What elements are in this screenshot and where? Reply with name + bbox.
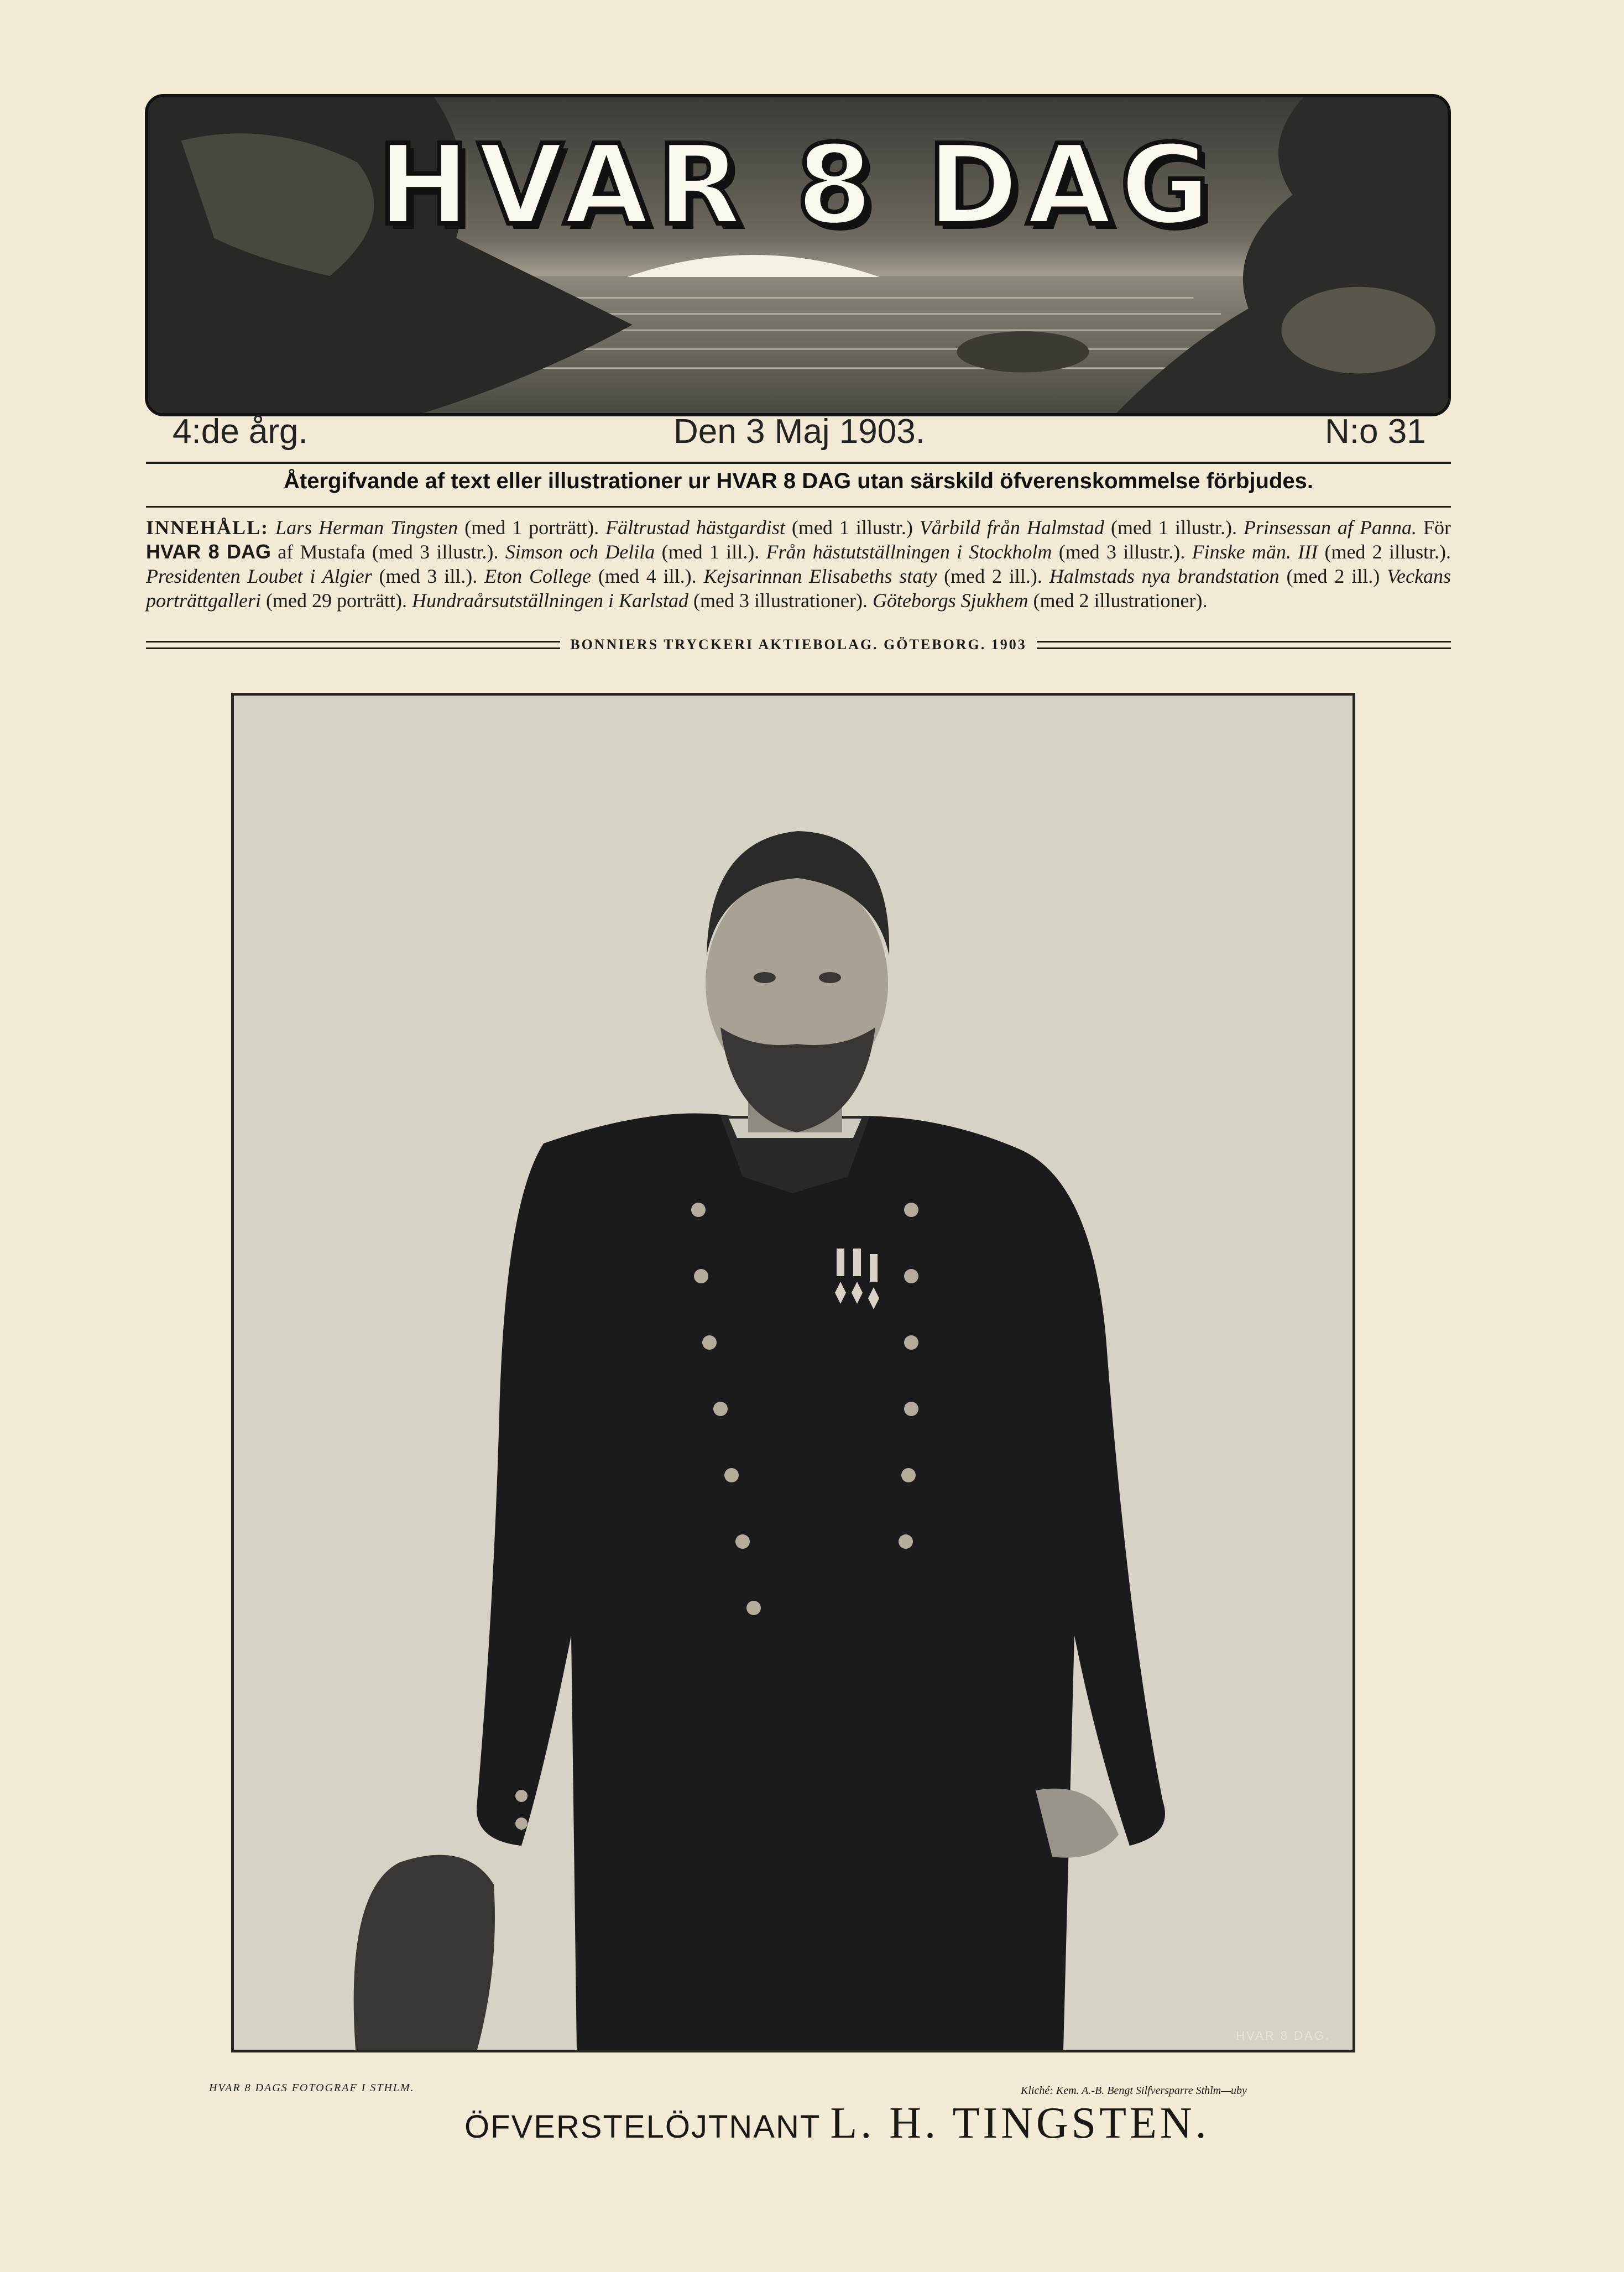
contents-item-title: Fältrustad hästgardist [605, 516, 785, 539]
portrait-photograph [231, 693, 1355, 2052]
contents-item-note: (med 2 illustrationer). [1033, 589, 1208, 612]
copyright-notice: Återgifvande af text eller illustrationer ur HVAR 8 DAG utan särskild öfverenskommelse förbjudes. [284, 469, 1313, 493]
double-rule [146, 641, 560, 649]
contents-item-title: Lars Herman Tingsten [275, 516, 458, 539]
contents-item-note: (med 29 porträtt). [266, 589, 407, 612]
caption-rank: ÖFVERSTELÖJTNANT [464, 2109, 821, 2145]
contents-list [146, 515, 1451, 613]
double-rule [1037, 641, 1451, 649]
contents-item-note: (med 1 ill.). [661, 541, 760, 563]
contents-item-note: (med 2 ill.) [1286, 565, 1380, 587]
contents-item-note: (med 1 illustr.) [791, 516, 913, 539]
contents-item-title: Prinsessan af Panna. [1243, 516, 1417, 539]
issue-number: N:o 31 [1325, 412, 1426, 451]
contents-heading: INNEHÅLL: [146, 516, 269, 539]
contents-item-note: (med 3 ill.). [379, 565, 478, 587]
contents-item-title: Från hästutställningen i Stockholm [766, 541, 1052, 563]
contents-item-title: Eton College [484, 565, 591, 587]
contents-item-title: Finske män. III [1192, 541, 1318, 563]
contents-item-title: Hundraårsutställningen i Karlstad [411, 589, 689, 612]
photo-watermark: HVAR 8 DAG. [1236, 2029, 1330, 2043]
contents-item-note: (med 3 illustr.). [1058, 541, 1186, 563]
contents-item-note: (med 3 illustrationer). [693, 589, 868, 612]
portrait-caption [464, 2098, 1210, 2149]
issue-rule [146, 462, 1451, 464]
contents-item-note: För [1423, 516, 1451, 539]
contents-item-note: af Mustafa (med 3 illustr.). [278, 541, 499, 563]
portrait-figure [234, 696, 1353, 2050]
photographer-credit: HVAR 8 DAGS FOTOGRAF I STHLM. [209, 2082, 415, 2094]
contents-item-note: (med 4 ill.). [598, 565, 697, 587]
caption-name: L. H. TINGSTEN. [830, 2099, 1210, 2148]
printer-line [146, 634, 1451, 656]
issue-year: 4:de årg. [173, 412, 308, 451]
contents-item-title: Vårbild från Halmstad [919, 516, 1104, 539]
contents-item-title: Göteborgs Sjukhem [872, 589, 1028, 612]
printer-imprint: BONNIERS TRYCKERI AKTIEBOLAG. GÖTEBORG. 1903 [570, 636, 1027, 652]
contents-item-title: Presidenten Loubet i Algier [146, 565, 372, 587]
contents-item-title: HVAR 8 DAG [146, 540, 271, 563]
engraver-credit: Kliché: Kem. A.-B. Bengt Silfversparre Sthlm—uby [1021, 2085, 1247, 2097]
masthead-title: HVAR 8 DAG [377, 121, 1219, 250]
contents-item-title: Halmstads nya brandstation [1049, 565, 1280, 587]
contents-item-note: (med 1 porträtt). [464, 516, 599, 539]
contents-item-note: (med 1 illustr.). [1110, 516, 1237, 539]
contents-item-title: Simson och Delila [505, 541, 655, 563]
masthead-banner [145, 94, 1451, 416]
contents-item-title: Veckans porträttgalleri [146, 565, 1451, 612]
contents-item-note: (med 2 ill.). [944, 565, 1042, 587]
contents-item-note: (med 2 illustr.). [1324, 541, 1451, 563]
contents-item-title: Kejsarinnan Elisabeths staty [703, 565, 937, 587]
issue-date: Den 3 Maj 1903. [673, 412, 925, 451]
notice-rule [146, 506, 1451, 508]
